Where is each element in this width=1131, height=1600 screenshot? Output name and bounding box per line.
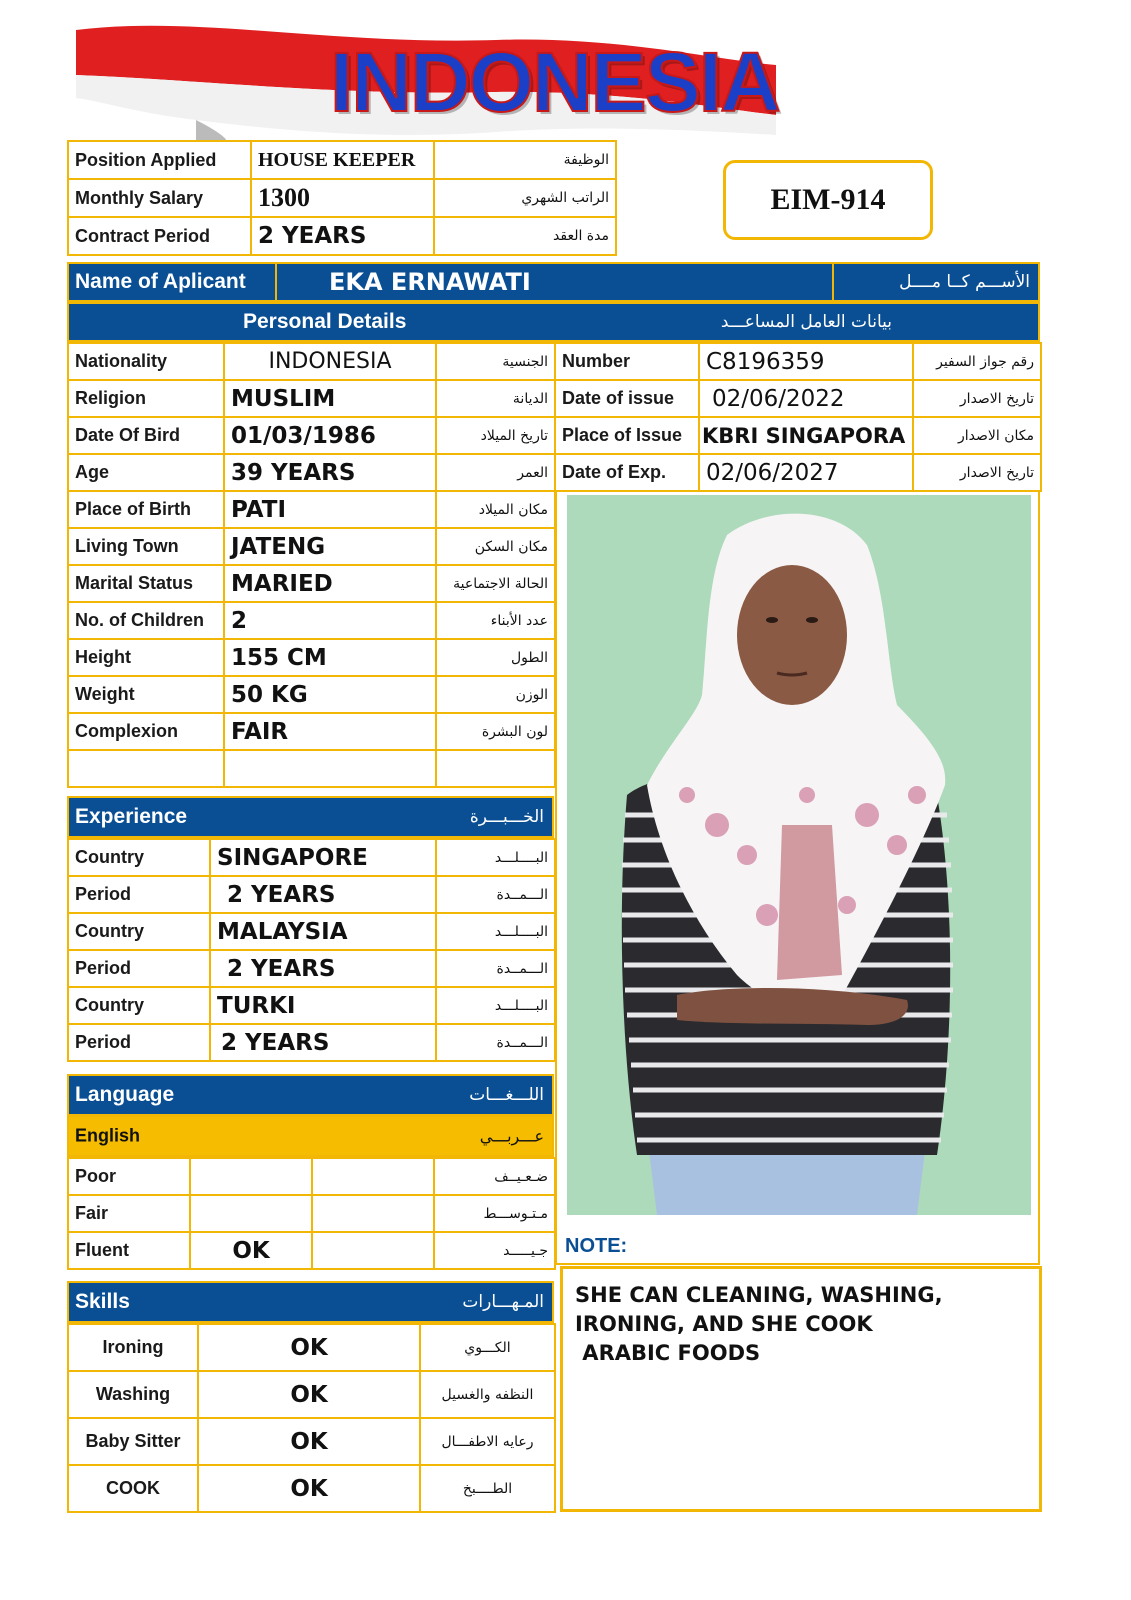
job-row xyxy=(68,179,616,217)
field-label: COOK xyxy=(68,1465,198,1512)
field-label: Position Applied xyxy=(68,141,251,179)
field-label: Monthly Salary xyxy=(68,179,251,217)
empty-cell xyxy=(68,750,224,787)
job-row xyxy=(68,217,616,255)
field-arabic: مكان الميلاد xyxy=(436,491,555,528)
experience-arabic: الخـــبـــرة xyxy=(469,807,544,827)
table-row xyxy=(68,1232,555,1269)
skills-table xyxy=(67,1323,556,1513)
field-value: 155 CM xyxy=(224,639,436,676)
field-arabic: البــــلـــد xyxy=(436,913,555,950)
table-row xyxy=(68,713,555,750)
field-arabic: الوزن xyxy=(436,676,555,713)
field-arabic: رعايه الاطفـــال xyxy=(420,1418,555,1465)
field-label: Country xyxy=(68,987,210,1024)
table-row xyxy=(68,639,555,676)
field-value: PATI xyxy=(224,491,436,528)
field-arabic: الـــمــدة xyxy=(436,1024,555,1061)
field-value: MARIED xyxy=(224,565,436,602)
table-row xyxy=(68,417,555,454)
english-level xyxy=(190,1195,312,1232)
field-arabic: العمر xyxy=(436,454,555,491)
table-row xyxy=(68,913,555,950)
field-value: OK xyxy=(198,1371,420,1418)
job-table xyxy=(67,140,617,256)
experience-header xyxy=(67,796,554,838)
table-row xyxy=(68,1024,555,1061)
field-value: 2 YEARS xyxy=(251,217,434,255)
field-label: No. of Children xyxy=(68,602,224,639)
field-label: Date of Exp. xyxy=(555,454,699,491)
arabic-column-label: عـــربـــي xyxy=(479,1126,544,1146)
field-value: 2 YEARS xyxy=(210,876,436,913)
field-value: 50 KG xyxy=(224,676,436,713)
language-columns-row xyxy=(67,1115,554,1157)
field-label: Weight xyxy=(68,676,224,713)
language-table xyxy=(67,1157,556,1270)
field-value: SINGAPORE xyxy=(210,839,436,876)
field-label: Period xyxy=(68,1024,210,1061)
field-arabic: تاريخ الميلاد xyxy=(436,417,555,454)
field-arabic: مـتـوســـط xyxy=(434,1195,555,1232)
table-row xyxy=(555,343,1041,380)
field-label: Religion xyxy=(68,380,224,417)
passport-table xyxy=(554,342,1042,492)
language-arabic: اللـــغـــات xyxy=(469,1085,544,1105)
skills-title: Skills xyxy=(75,1290,130,1313)
table-row xyxy=(68,1418,555,1465)
field-arabic: البــــلـــد xyxy=(436,987,555,1024)
field-arabic: الكـــوي xyxy=(420,1324,555,1371)
field-label: Country xyxy=(68,839,210,876)
table-row xyxy=(68,839,555,876)
empty-cell xyxy=(224,750,436,787)
country-title: INDONESIA xyxy=(330,35,779,129)
field-arabic: الطول xyxy=(436,639,555,676)
table-row xyxy=(68,1371,555,1418)
field-label: Ironing xyxy=(68,1324,198,1371)
field-arabic: لون البشرة xyxy=(436,713,555,750)
table-row xyxy=(68,491,555,528)
skills-header xyxy=(67,1281,554,1323)
personal-table xyxy=(67,342,556,788)
field-value: OK xyxy=(198,1418,420,1465)
table-row xyxy=(68,676,555,713)
field-value: 02/06/2022 xyxy=(699,380,913,417)
field-label: Number xyxy=(555,343,699,380)
field-label: Fair xyxy=(68,1195,190,1232)
field-label: Height xyxy=(68,639,224,676)
table-row xyxy=(68,380,555,417)
note-line: ARABIC FOODS xyxy=(575,1341,761,1365)
english-level: OK xyxy=(190,1232,312,1269)
field-value: 39 YEARS xyxy=(224,454,436,491)
table-row xyxy=(68,876,555,913)
field-arabic: عدد الأبناء xyxy=(436,602,555,639)
field-label: Period xyxy=(68,950,210,987)
field-label: Age xyxy=(68,454,224,491)
field-arabic: مكان السكن xyxy=(436,528,555,565)
table-row-empty xyxy=(68,750,555,787)
table-row xyxy=(555,380,1041,417)
field-arabic: مدة العقد xyxy=(434,217,616,255)
note-label: NOTE: xyxy=(565,1235,628,1257)
field-label: Date Of Bird xyxy=(68,417,224,454)
field-label: Nationality xyxy=(68,343,224,380)
field-arabic: ضـعـيــف xyxy=(434,1158,555,1195)
field-arabic: الديانة xyxy=(436,380,555,417)
table-row xyxy=(68,1324,555,1371)
english-column-label: English xyxy=(75,1125,141,1146)
experience-table xyxy=(67,838,556,1062)
field-value: 1300 xyxy=(251,179,434,217)
personal-details-arabic: بيانات العامل المساعـــد xyxy=(720,312,892,332)
note-box xyxy=(560,1266,1042,1512)
field-label: Poor xyxy=(68,1158,190,1195)
divider xyxy=(275,264,277,300)
language-header xyxy=(67,1074,554,1116)
field-label: Place of Birth xyxy=(68,491,224,528)
field-value: FAIR xyxy=(224,713,436,750)
field-arabic: النظفه والغسيل xyxy=(420,1371,555,1418)
personal-details-title: Personal Details xyxy=(243,310,407,333)
experience-title: Experience xyxy=(75,805,188,828)
field-label: Country xyxy=(68,913,210,950)
field-label: Complexion xyxy=(68,713,224,750)
language-title: Language xyxy=(75,1083,175,1106)
field-value: INDONESIA xyxy=(224,343,436,380)
applicant-arabic: الأســـم كــا مــــل xyxy=(899,272,1030,292)
field-value: OK xyxy=(198,1465,420,1512)
arabic-level xyxy=(312,1232,434,1269)
field-value: KBRI SINGAPORA xyxy=(699,417,913,454)
reference-code: EIM-914 xyxy=(723,160,933,240)
field-value: 01/03/1986 xyxy=(224,417,436,454)
field-value: C8196359 xyxy=(699,343,913,380)
skills-arabic: المـهـــارات xyxy=(462,1292,544,1312)
table-row xyxy=(68,343,555,380)
field-arabic: تاريخ الاصدار xyxy=(913,454,1041,491)
applicant-name: EKA ERNAWATI xyxy=(329,268,531,296)
english-level xyxy=(190,1158,312,1195)
field-label: Place of Issue xyxy=(555,417,699,454)
field-arabic: تاريخ الاصدار xyxy=(913,380,1041,417)
note-line: SHE CAN CLEANING, WASHING, xyxy=(575,1283,943,1307)
field-arabic: جـيـــــد xyxy=(434,1232,555,1269)
table-row xyxy=(68,602,555,639)
note-line: IRONING, AND SHE COOK xyxy=(575,1312,873,1336)
field-arabic: الراتب الشهري xyxy=(434,179,616,217)
field-arabic: رقم جواز السفير xyxy=(913,343,1041,380)
field-label: Marital Status xyxy=(68,565,224,602)
table-row xyxy=(555,417,1041,454)
field-arabic: الطــــبخ xyxy=(420,1465,555,1512)
table-row xyxy=(68,1465,555,1512)
field-value: OK xyxy=(198,1324,420,1371)
field-value: 2 YEARS xyxy=(210,950,436,987)
field-value: 02/06/2027 xyxy=(699,454,913,491)
field-value: MUSLIM xyxy=(224,380,436,417)
field-label: Living Town xyxy=(68,528,224,565)
field-label: Contract Period xyxy=(68,217,251,255)
table-row xyxy=(68,987,555,1024)
applicant-name-bar xyxy=(67,262,1040,302)
photo-frame xyxy=(555,490,1040,1265)
field-arabic: الحالة الاجتماعية xyxy=(436,565,555,602)
field-arabic: البــــلـــد xyxy=(436,839,555,876)
applicant-photo xyxy=(567,495,1031,1215)
field-value: 2 xyxy=(224,602,436,639)
arabic-level xyxy=(312,1158,434,1195)
table-row xyxy=(68,565,555,602)
job-row xyxy=(68,141,616,179)
field-label: Fluent xyxy=(68,1232,190,1269)
table-row xyxy=(68,454,555,491)
personal-details-header xyxy=(67,302,1040,342)
table-row xyxy=(68,1195,555,1232)
field-value: HOUSE KEEPER xyxy=(251,141,434,179)
field-label: Baby Sitter xyxy=(68,1418,198,1465)
field-arabic: الوظيفة xyxy=(434,141,616,179)
field-value: JATENG xyxy=(224,528,436,565)
table-row xyxy=(68,1158,555,1195)
field-value: 2 YEARS xyxy=(210,1024,436,1061)
field-value: MALAYSIA xyxy=(210,913,436,950)
field-arabic: الجنسية xyxy=(436,343,555,380)
field-arabic: مكان الاصدار xyxy=(913,417,1041,454)
table-row xyxy=(555,454,1041,491)
field-label: Period xyxy=(68,876,210,913)
field-label: Washing xyxy=(68,1371,198,1418)
table-row xyxy=(68,950,555,987)
empty-cell xyxy=(436,750,555,787)
field-label: Date of issue xyxy=(555,380,699,417)
field-arabic: الـــمــدة xyxy=(436,950,555,987)
table-row xyxy=(68,528,555,565)
field-value: TURKI xyxy=(210,987,436,1024)
arabic-level xyxy=(312,1195,434,1232)
divider xyxy=(832,264,834,300)
field-arabic: الـــمــدة xyxy=(436,876,555,913)
applicant-label: Name of Aplicant xyxy=(75,270,246,293)
